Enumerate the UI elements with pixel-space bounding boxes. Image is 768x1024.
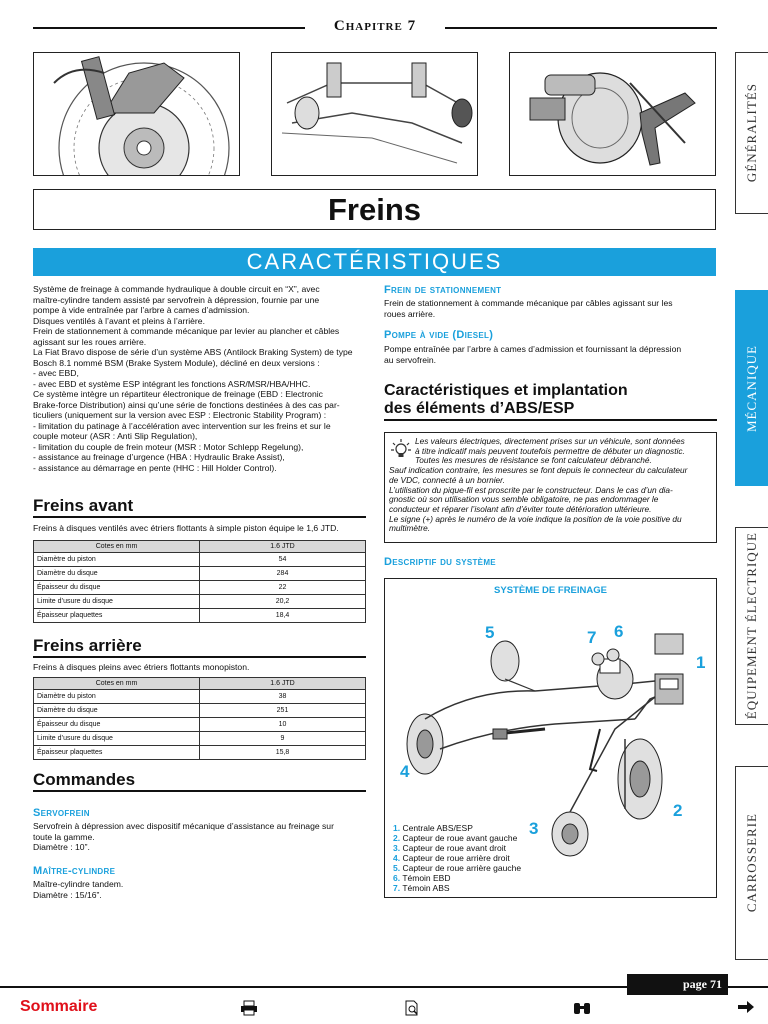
illustration-wheel-brake: [33, 52, 240, 176]
table-row: Diamètre du piston 54: [34, 553, 366, 567]
tab-carrosserie[interactable]: CARROSSERIE: [735, 766, 768, 960]
rule: [33, 790, 366, 792]
callout-7: 7: [587, 628, 597, 647]
frein-stationnement-text: Frein de stationnement à commande mécanique par câbles agissant sur les roues arrière.: [384, 298, 673, 319]
page-title: Freins: [33, 189, 716, 230]
tab-mecanique[interactable]: MÉCANIQUE: [735, 290, 768, 486]
table-row: Épaisseur du disque 22: [34, 581, 366, 595]
pompe-vide-text: Pompe entraînée par l’arbre à cames d’admission et fournissant la dépression au servofrein.: [384, 344, 682, 365]
table-row: Épaisseur plaquettes 15,8: [34, 746, 366, 760]
table-row: Limite d’usure du disque 20,2: [34, 595, 366, 609]
callout-2: 2: [673, 801, 683, 820]
printer-icon[interactable]: [240, 1000, 258, 1016]
servofrein-text: Servofrein à dépression avec dispositif mécanique d’assistance au freinage sur toute la gamme. Diamètre : 10”.: [33, 821, 334, 852]
chapter-rule-left: [33, 27, 305, 29]
section-banner: CARACTÉRISTIQUES: [33, 248, 716, 276]
freins-arriere-text: Freins à disques pleins avec étriers flottants monopiston.: [33, 662, 250, 672]
rule: [384, 419, 717, 421]
warning-box: [384, 432, 717, 543]
brake-system-diagram: [384, 578, 717, 898]
illustration-brake-lines: [271, 52, 478, 176]
callout-6: 6: [614, 622, 624, 641]
table-freins-avant: Cotes en mm 1.6 JTD Diamètre du piston 54 Diamètre du disque 284 Épaisseur du disque 22 Limite d’usure du disque 20,2 Épaisseur plaquettes 18,4: [33, 540, 366, 623]
document-search-icon[interactable]: [404, 1000, 420, 1016]
table-row: Diamètre du disque 284: [34, 567, 366, 581]
table-freins-arriere: Cotes en mm 1.6 JTD Diamètre du piston 38 Diamètre du disque 251 Épaisseur du disque 10 Limite d’usure du disque 9 Épaisseur plaquettes 15,8: [33, 677, 366, 760]
table-row: Limite d’usure du disque 9: [34, 732, 366, 746]
heading-pompe-vide: Pompe à vide (Diesel): [384, 329, 494, 341]
tab-generalites[interactable]: GÉNÉRALITÉS: [735, 52, 768, 214]
heading-freins-arriere: Freins arrière: [33, 636, 142, 655]
heading-descriptif: Descriptif du système: [384, 556, 496, 568]
maitre-cylindre-text: Maître-cylindre tandem. Diamètre : 15/16”.: [33, 879, 124, 900]
heading-maitre-cylindre: Maître-cylindre: [33, 865, 116, 877]
sommaire-link[interactable]: Sommaire: [20, 998, 98, 1015]
callout-5: 5: [485, 623, 495, 642]
freins-avant-text: Freins à disques ventilés avec étriers flottants à simple piston équipe le 1,6 JTD.: [33, 523, 339, 533]
illustration-master-cylinder: [509, 52, 716, 176]
page-number: page 71: [627, 974, 728, 995]
chapter-title: Chapitre 7: [333, 18, 417, 34]
table-row: Épaisseur plaquettes 18,4: [34, 609, 366, 623]
heading-frein-stationnement: Frein de stationnement: [384, 284, 502, 296]
callout-3: 3: [529, 819, 539, 838]
heading-servofrein: Servofrein: [33, 807, 90, 819]
chapter-rule-right: [445, 27, 717, 29]
tab-equipement-electrique[interactable]: ÉQUIPEMENT ÉLECTRIQUE: [735, 527, 768, 725]
diagram-title: SYSTÈME DE FREINAGE: [494, 585, 607, 596]
table-row: Diamètre du piston 38: [34, 690, 366, 704]
heading-abs-esp: Caractéristiques et implantation des éléments d’ABS/ESP: [384, 382, 628, 417]
callout-4: 4: [400, 762, 410, 781]
rule: [33, 516, 366, 518]
diagram-legend: 1. Centrale ABS/ESP 2. Capteur de roue avant gauche 3. Capteur de roue avant droit 4. Capteur de roue arrière droit 5. Capteur de roue arrière gauche 6. Témoin EBD 7. Témoin ABS: [393, 823, 522, 893]
rule: [33, 656, 366, 658]
arrow-right-icon[interactable]: [737, 1000, 755, 1014]
heading-commandes: Commandes: [33, 770, 136, 789]
callout-1: 1: [696, 653, 706, 672]
table-row: Diamètre du disque 251: [34, 704, 366, 718]
heading-freins-avant: Freins avant: [33, 496, 134, 515]
binoculars-icon[interactable]: [572, 1000, 592, 1016]
intro-text: Système de freinage à commande hydraulique à double circuit en “X”, avec maître-cylindre tandem assisté par servofrein à dépression, fournie par une pompe à vide entraînée par l’arbre à cames d’admission. Disques ventilés à l’avant et pleins à l’arrière. Frein de stationnement à commande mécanique par levier au plancher et câbles agissant sur les roues arrière. La Fiat Bravo dispose de série d’un système ABS (Antilock Braking System) de type Bosch 8.1 nommé BSM (Brake System Module), décliné en deux versions : - avec EBD, - avec EBD et système ESP intégrant les fonctions ASR/MSR/HBA/HHC. Ce système intègre un répartiteur électronique de freinage (EBD : Electronic Brake-force Distribution) ainsi qu’une série de fonctions destinées à des cas par- ticuliers (uniquement sur la version avec ESP : Electronic Stability Program) : - limitation du patinage à l’accélération avec intervention sur les freins et sur le couple moteur (ASR : Anti Slip Regulation), - limitation du couple de frein moteur (MSR : Motor Schlepp Regelung), - assistance au freinage d’urgence (HBA : Hydraulic Brake Assist), - assistance au démarrage en pente (HHC : Hill Holder Control).: [33, 284, 353, 473]
warning-text: Les valeurs électriques, directement prises sur un véhicule, sont données à titre indicatif mais peuvent toutefois permettre de débuter un diagnostic. Toutes les mesures de résistance se font calculateur débranché. Sauf indication contraire, les mesures se font depuis le connecteur du calculateur de VDC, connecté à un bornier. L’utilisation du pique-fil est proscrite par le constructeur. Dans le cas d’un dia- gnostic où son utilisation vous semble obligatoire, ne pas endommager le conducteur et réparer l’isolant afin d’éviter toute détérioration ultérieure. Le signe (+) après le numéro de la voie indique la position de la voie positive du multimètre.: [389, 436, 688, 534]
table-row: Épaisseur du disque 10: [34, 718, 366, 732]
